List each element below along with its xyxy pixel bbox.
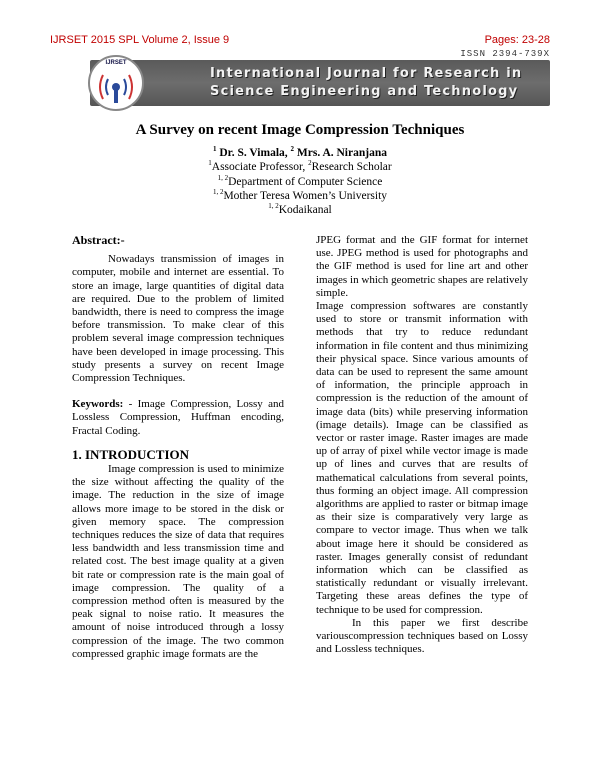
page-header: [50, 34, 550, 48]
dept-sup: 1, 2: [217, 174, 229, 183]
place-text: Kodaikanal: [278, 204, 332, 216]
author-1: Dr. S. Vimala,: [219, 147, 288, 159]
university: [0, 190, 600, 203]
keywords-text: - Image Compression, Lossy and Lossless Compression, Huffman encoding, Fractal Coding.: [72, 398, 284, 437]
keywords: [72, 398, 284, 438]
place: [0, 204, 600, 217]
roles: [0, 161, 600, 174]
univ-sup: 1, 2: [212, 188, 224, 197]
department: [0, 176, 600, 189]
paper-title: A Survey on recent Image Compression Techniques: [135, 122, 465, 138]
role-1: Associate Professor,: [211, 161, 306, 173]
journal-banner: [90, 60, 550, 106]
intro-paragraph-2: Image compression softwares are constantly used to store or transmit information with methods that try to reduce redundant information in file content and thus minimizing their physical space. Since various amounts of data can be used to represent the same amount of information, the principle approach in compression is the reduction of the amount of image data (bits) while preserving information (image details). Image can be classified as vector or raster image. Raster images are made up of array of pixel while vector image is made up of lines and curves that are results of mathematical calculations from several points, thus forming an object image. All compression algorithms are applied to raster or bitmap image as their size is comparatively very large as compare to vector image. Thus when we talk about image here it should be considered as raster. Images generally consist of redundant information which can be classified as statistically redundant or visually irrelevant. Targeting these areas defines the type of technique to be used for compression.: [316, 300, 528, 616]
journal-logo: [88, 55, 144, 111]
left-column: [72, 234, 284, 661]
intro-paragraph-1-cont: JPEG format and the GIF format for internet use. JPEG method is used for photographs and the GIF method is used for line art and other images in which geometric shapes are relatively simple.: [316, 234, 528, 299]
abstract-text: Nowadays transmission of images in computer, mobile and internet are essential. To store an image, large quantities of digital data are required. Due to the problem of limited bandwidth, there is need to compress the image before transmission. To make clear of this problem several image compression techniques have been developed in image processing. This study presents a survey on recent Image Compression Techniques.: [72, 253, 284, 385]
logo-text: IJRSET: [105, 60, 127, 66]
page-range: Pages: 23-28: [484, 34, 550, 46]
author-2-sup: 2: [290, 145, 295, 154]
authors: [0, 147, 600, 160]
signal-icon: [90, 57, 142, 109]
issn: ISSN 2394-739X: [460, 49, 550, 59]
dept-text: Department of Computer Science: [228, 176, 383, 188]
author-2: Mrs. A. Niranjana: [296, 147, 387, 159]
intro-paragraph-1: Image compression is used to minimize the size without affecting the quality of the image. The reduction in the size of image allows more image to be stored in the disk or given memory space. The compression techniques reduces the size of data that requires less bandwidth and less transmission time and related cost. The best image quality at a given bit rate or compression rate is the main goal of image compression. The quality of a compression method often is measured by the peak signal to noise ratio. It measures the amount of noise introduced through a lossy compression of the image. The two common compressed graphic image formats are the: [72, 463, 284, 660]
place-sup: 1, 2: [268, 202, 279, 211]
role-2-sup: 2: [308, 159, 312, 168]
role-2: Research Scholar: [311, 161, 392, 173]
univ-text: Mother Teresa Women’s University: [223, 190, 388, 202]
banner-line-2: Science Engineering and Technology: [210, 84, 519, 99]
author-1-sup: 1: [213, 145, 217, 154]
abstract-heading: Abstract:-: [72, 233, 125, 247]
intro-paragraph-3: In this paper we first describe variouscompression techniques based on Lossy and Lossless techniques.: [316, 616, 528, 656]
intro-heading: 1. INTRODUCTION: [72, 446, 190, 462]
journal-reference: IJRSET 2015 SPL Volume 2, Issue 9: [50, 34, 230, 46]
banner-line-1: International Journal for Research in: [210, 66, 523, 81]
right-column: [316, 234, 528, 657]
role-1-sup: 1: [208, 159, 212, 168]
keywords-label: Keywords:: [72, 398, 124, 411]
